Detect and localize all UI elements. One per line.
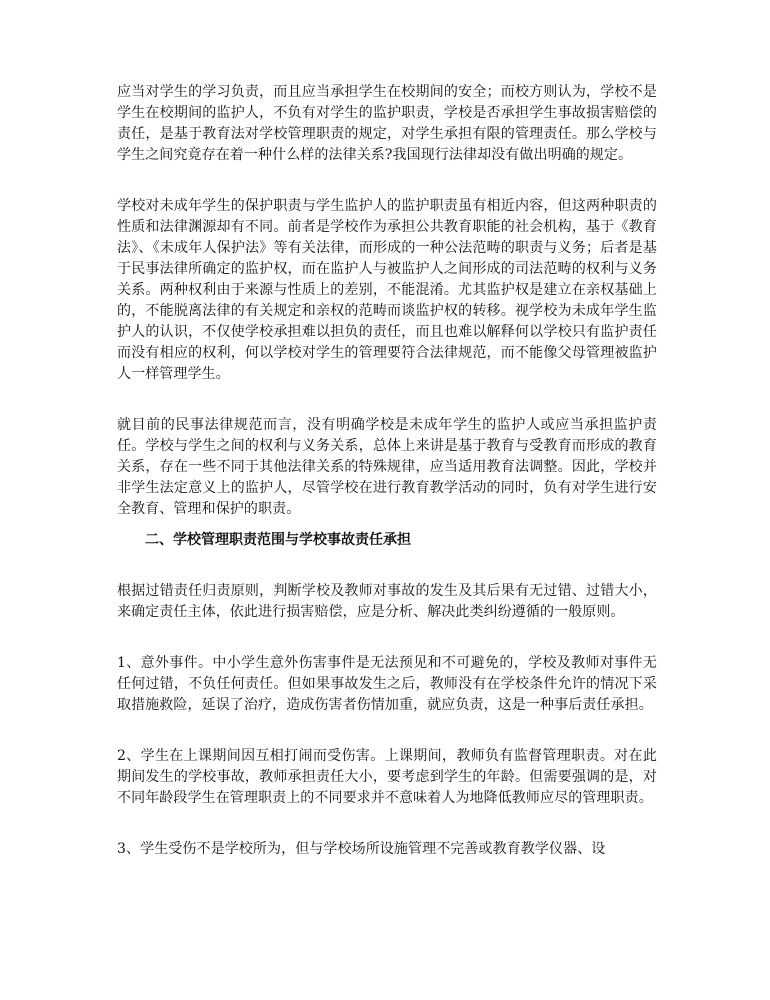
document-page [117, 82, 657, 860]
paragraph-2: 学校对未成年学生的保护职责与学生监护人的监护职责虽有相近内容，但这两种职责的性质和法律渊源却有不同。前者是学校作为承担公共教育职能的社会机构，基于《教育法》、《未成年人保护法》等有关法律，而形成的一种公法范畴的职责与义务；后者是基于民事法律所确定的监护权，而在监护人与被监护人之间形成的司法范畴的权利与义务关系。两种权利由于来源与性质上的差别，不能混淆。尤其监护权是建立在亲权基础上的，不能脱离法律的有关规定和亲权的范畴而谈监护权的转移。视学校为未成年学生监护人的认识，不仅使学校承担难以担负的责任，而且也难以解释何以学校只有监护责任而没有相应的权利，何以学校对学生的管理要符合法律规范，而不能像父母管理被监护人一样管理学生。 [117, 198, 657, 382]
paragraph-3: 就目前的民事法律规范而言，没有明确学校是未成年学生的监护人或应当承担监护责任。学校与学生之间的权利与义务关系，总体上来讲是基于教育与受教育而形成的教育关系，存在一些不同于其他法律关系的特殊规律，应当适用教育法调整。因此，学校并非学生法定意义上的监护人，尽管学校在进行教育教学活动的同时，负有对学生进行安全教育、管理和保护的职责。 [117, 417, 657, 517]
paragraph-1: 应当对学生的学习负责，而且应当承担学生在校期间的安全；而校方则认为，学校不是学生在校期间的监护人，不负有对学生的监护职责，学校是否承担学生事故损害赔偿的责任，是基于教育法对学校管理职责的规定，对学生承担有限的管理责任。那么学校与学生之间究竟存在着一种什么样的法律关系?我国现行法律却没有做出明确的规定。 [117, 84, 657, 163]
paragraph-5: 1、意外事件。中小学生意外伤害事件是无法预见和不可避免的，学校及教师对事件无任何过错，不负任何责任。但如果事故发生之后，教师没有在学校条件允许的情况下采取措施救险，延误了治疗，造成伤害者伤情加重，就应负责，这是一种事后责任承担。 [117, 655, 657, 713]
paragraph-7: 3、学生受伤不是学校所为，但与学校场所设施管理不完善或教育教学仪器、设 [117, 841, 606, 857]
section-heading: 二、学校管理职责范围与学校事故责任承担 [145, 532, 411, 548]
paragraph-6: 2、学生在上课期间因互相打闹而受伤害。上课期间，教师负有监督管理职责。对在此期间发生的学校事故，教师承担责任大小，要考虑到学生的年龄。但需要强调的是，对不同年龄段学生在管理职责上的不同要求并不意味着人为地降低教师应尽的管理职责。 [117, 748, 657, 806]
paragraph-4: 根据过错责任归责原则，判断学校及教师对事故的发生及其后果有无过错、过错大小，来确定责任主体，依此进行损害赔偿，应是分析、解决此类纠纷遵循的一般原则。 [117, 583, 657, 620]
